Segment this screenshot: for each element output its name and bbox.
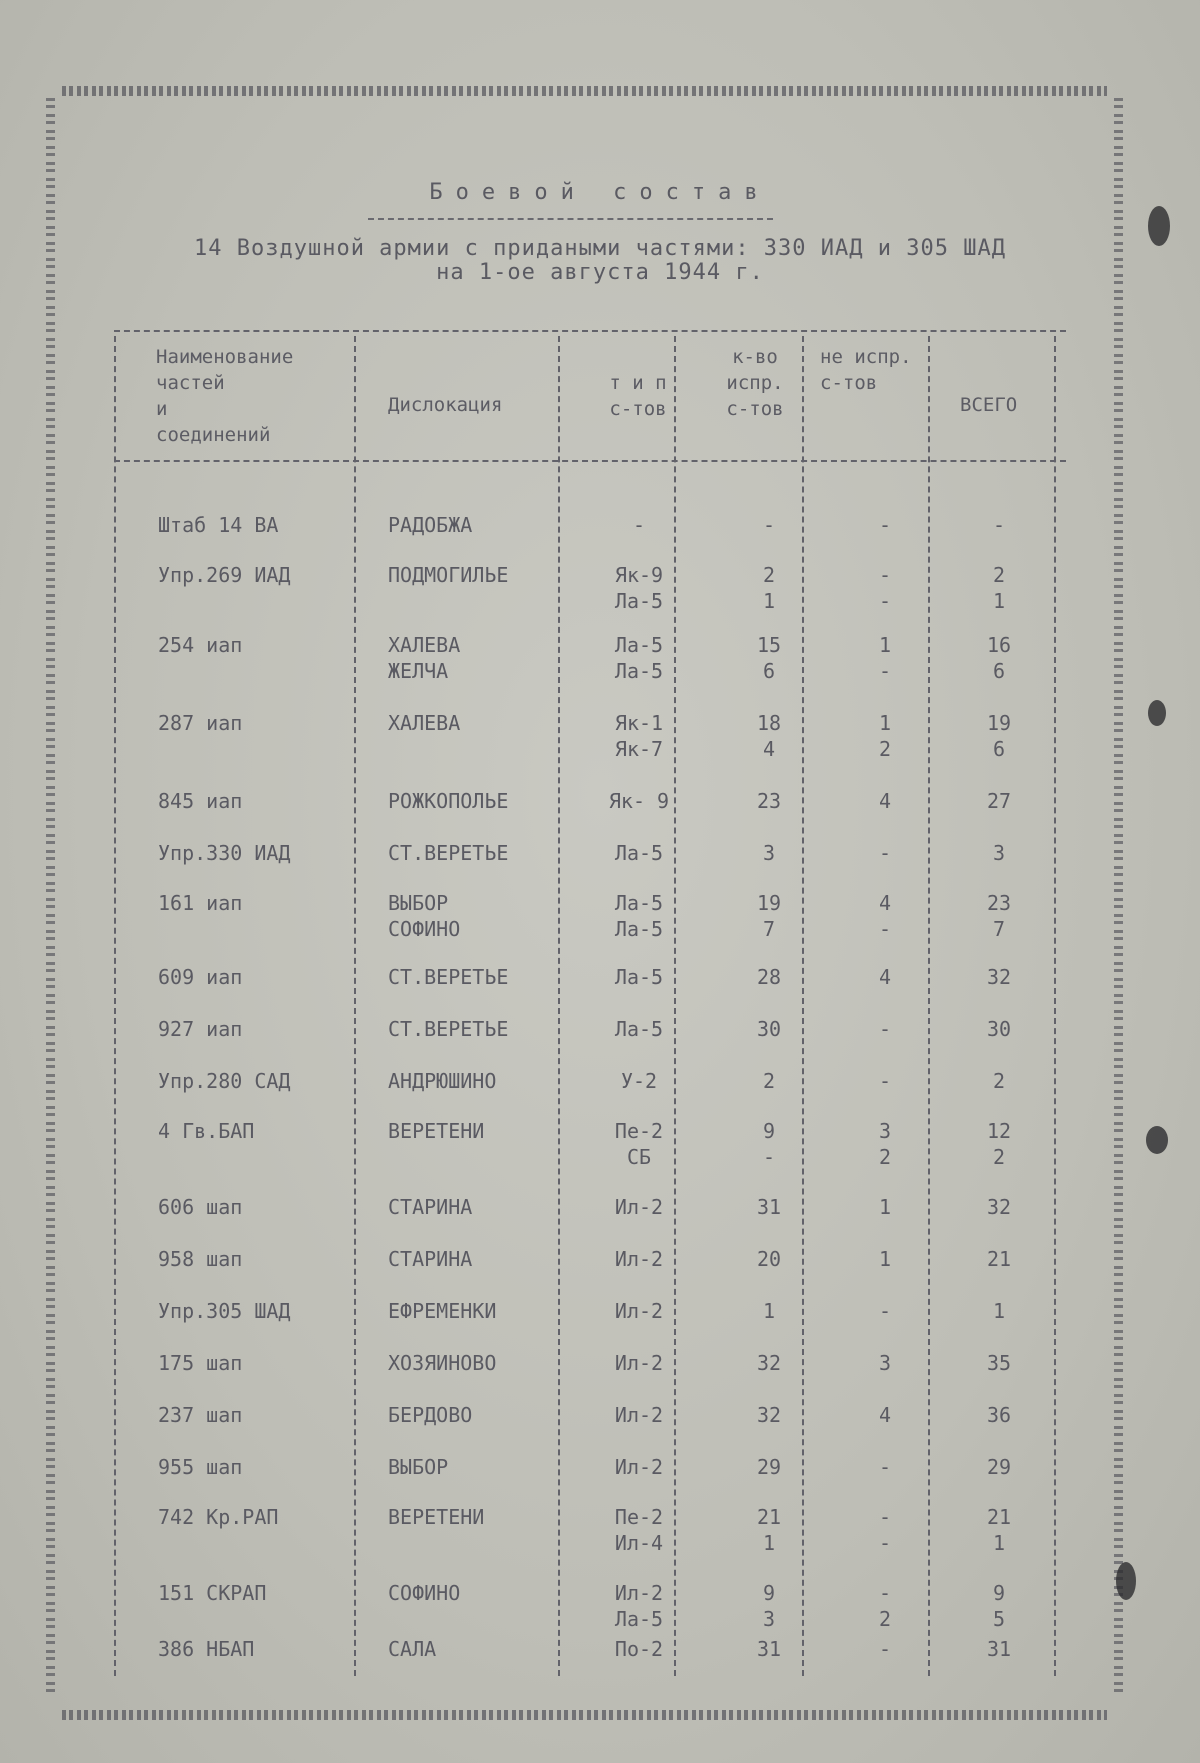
unserviceable-count-cell (830, 710, 940, 762)
location-cell (388, 632, 460, 684)
unit-cell-line: 609 иап (158, 965, 243, 989)
location-cell (388, 1068, 496, 1094)
location-cell-line: СТ.ВЕРЕТЬЕ (388, 841, 509, 865)
unit-cell (158, 1504, 278, 1530)
serviceable-count-cell-line: 7 (762, 917, 776, 941)
aircraft-type-cell (584, 1504, 694, 1556)
unit-cell (158, 1402, 242, 1428)
unserviceable-count-cell (830, 890, 940, 942)
unserviceable-count-cell (830, 1402, 940, 1428)
aircraft-type-cell-line: Пе-2 (614, 1119, 664, 1143)
location-cell (388, 1504, 484, 1530)
location-cell (388, 1454, 448, 1480)
serviceable-count-cell-line: 32 (756, 1403, 782, 1427)
total-count-cell (944, 1194, 1054, 1220)
unit-cell-line: 151 СКРАП (158, 1581, 267, 1605)
serviceable-count-cell (714, 1402, 824, 1428)
location-cell-line: СОФИНО (388, 917, 461, 941)
serviceable-count-cell-line: 9 (762, 1581, 776, 1605)
unserviceable-count-cell (830, 1636, 940, 1662)
document-date: на 1-ое августа 1944 г. (436, 260, 764, 285)
unit-cell-line: 4 Гв.БАП (158, 1119, 255, 1143)
unit-cell-line: 958 шап (158, 1247, 243, 1271)
total-count-cell (944, 1504, 1054, 1556)
serviceable-count-cell (714, 1194, 824, 1220)
location-cell-line: АНДРЮШИНО (388, 1069, 497, 1093)
aircraft-type-cell (584, 890, 694, 942)
location-cell-line: ЖЕЛЧА (388, 659, 449, 683)
total-count-cell (944, 1580, 1054, 1632)
location-cell-line: РАДОБЖА (388, 513, 473, 537)
total-count-cell-line: 21 (986, 1505, 1012, 1529)
location-cell (388, 840, 508, 866)
aircraft-type-cell-line: Ил-2 (614, 1351, 664, 1375)
serviceable-count-cell (714, 1016, 824, 1042)
unit-cell (158, 710, 242, 736)
aircraft-type-cell-line: Ил-4 (614, 1531, 664, 1555)
unserviceable-count-cell (830, 1068, 940, 1094)
serviceable-count-cell (714, 1580, 824, 1632)
total-count-cell-line: 30 (986, 1017, 1012, 1041)
unit-cell-line: 927 иап (158, 1017, 243, 1041)
location-cell (388, 1118, 484, 1144)
unit-cell-line: Упр.280 САД (158, 1069, 291, 1093)
serviceable-count-cell (714, 632, 824, 684)
aircraft-type-cell-line: Як-7 (614, 737, 664, 761)
unserviceable-count-cell-line: - (878, 1531, 892, 1555)
unserviceable-count-cell-line: - (878, 1017, 892, 1041)
document-title: Боевой состав (429, 180, 771, 205)
decorative-border-left (46, 98, 55, 1698)
aircraft-type-cell-line: Ил-2 (614, 1581, 664, 1605)
location-cell-line: СОФИНО (388, 1581, 461, 1605)
total-count-cell-line: 32 (986, 965, 1012, 989)
ink-stain (1148, 700, 1166, 726)
aircraft-type-cell (584, 1246, 694, 1272)
aircraft-type-cell-line: Ил-2 (614, 1195, 664, 1219)
serviceable-count-cell-line: 31 (756, 1195, 782, 1219)
unserviceable-count-cell-line: - (878, 1637, 892, 1661)
unserviceable-count-cell (830, 562, 940, 614)
unit-cell (158, 964, 242, 990)
unserviceable-count-cell (830, 1298, 940, 1324)
aircraft-type-cell-line: У-2 (620, 1069, 658, 1093)
unserviceable-count-cell (830, 1118, 940, 1170)
serviceable-count-cell (714, 512, 824, 538)
unit-cell (158, 1636, 254, 1662)
location-cell (388, 512, 472, 538)
serviceable-count-cell-line: 23 (756, 789, 782, 813)
header-serviceable: к-во испр. с-тов (726, 346, 784, 420)
aircraft-type-cell-line: Пе-2 (614, 1505, 664, 1529)
total-count-cell (944, 964, 1054, 990)
unserviceable-count-cell (830, 1194, 940, 1220)
unit-cell (158, 1118, 254, 1144)
ink-stain (1116, 1562, 1136, 1600)
unit-cell-line: 742 Кр.РАП (158, 1505, 279, 1529)
aircraft-type-cell (584, 1298, 694, 1324)
serviceable-count-cell (714, 1118, 824, 1170)
unit-cell-line: 845 иап (158, 789, 243, 813)
total-count-cell-line: 2 (992, 1145, 1006, 1169)
location-cell-line: БЕРДОВО (388, 1403, 473, 1427)
total-count-cell (944, 1068, 1054, 1094)
total-count-cell (944, 840, 1054, 866)
decorative-border-top (62, 86, 1107, 96)
serviceable-count-cell-line: 18 (756, 711, 782, 735)
aircraft-type-cell-line: Ил-2 (614, 1455, 664, 1479)
unserviceable-count-cell-line: - (878, 1455, 892, 1479)
aircraft-type-cell (584, 1580, 694, 1632)
location-cell-line: ХОЗЯИНОВО (388, 1351, 497, 1375)
location-cell (388, 562, 508, 588)
serviceable-count-cell-line: - (762, 1145, 776, 1169)
serviceable-count-cell (714, 1636, 824, 1662)
location-cell-line: ПОДМОГИЛЬЕ (388, 563, 509, 587)
serviceable-count-cell (714, 1454, 824, 1480)
ink-stain (1146, 1126, 1168, 1154)
column-divider (558, 336, 560, 1676)
location-cell (388, 1402, 472, 1428)
aircraft-type-cell-line: Як- 9 (608, 789, 670, 813)
unit-cell-line: 287 иап (158, 711, 243, 735)
total-count-cell-line: - (992, 513, 1006, 537)
aircraft-type-cell-line: - (632, 513, 646, 537)
unit-cell (158, 890, 242, 916)
serviceable-count-cell-line: - (762, 513, 776, 537)
aircraft-type-cell-line: Як-9 (614, 563, 664, 587)
title-underline (368, 218, 773, 220)
serviceable-count-cell-line: 1 (762, 589, 776, 613)
serviceable-count-cell (714, 840, 824, 866)
aircraft-type-cell (584, 1068, 694, 1094)
combat-strength-table (114, 330, 1066, 1680)
total-count-cell-line: 5 (992, 1607, 1006, 1631)
location-cell (388, 1298, 496, 1324)
aircraft-type-cell (584, 632, 694, 684)
location-cell (388, 1194, 472, 1220)
serviceable-count-cell-line: 4 (762, 737, 776, 761)
total-count-cell-line: 32 (986, 1195, 1012, 1219)
location-cell-line: РОЖКОПОЛЬЕ (388, 789, 509, 813)
aircraft-type-cell-line: Ла-5 (614, 1017, 664, 1041)
aircraft-type-cell-line: Ла-5 (614, 965, 664, 989)
total-count-cell-line: 27 (986, 789, 1012, 813)
total-count-cell-line: 19 (986, 711, 1012, 735)
unit-cell (158, 562, 290, 588)
unserviceable-count-cell (830, 632, 940, 684)
unserviceable-count-cell (830, 964, 940, 990)
decorative-border-bottom (62, 1710, 1107, 1720)
serviceable-count-cell (714, 710, 824, 762)
serviceable-count-cell-line: 6 (762, 659, 776, 683)
serviceable-count-cell (714, 788, 824, 814)
unserviceable-count-cell-line: - (878, 513, 892, 537)
unserviceable-count-cell (830, 1454, 940, 1480)
serviceable-count-cell-line: 28 (756, 965, 782, 989)
unserviceable-count-cell-line: 1 (878, 1247, 892, 1271)
serviceable-count-cell-line: 9 (762, 1119, 776, 1143)
serviceable-count-cell (714, 1246, 824, 1272)
serviceable-count-cell (714, 562, 824, 614)
unserviceable-count-cell-line: - (878, 563, 892, 587)
total-count-cell-line: 3 (992, 841, 1006, 865)
aircraft-type-cell (584, 512, 694, 538)
aircraft-type-cell (584, 1350, 694, 1376)
location-cell (388, 890, 460, 942)
total-count-cell (944, 512, 1054, 538)
unserviceable-count-cell-line: 4 (878, 891, 892, 915)
unserviceable-count-cell-line: 1 (878, 711, 892, 735)
unit-cell (158, 1298, 290, 1324)
unserviceable-count-cell-line: 2 (878, 737, 892, 761)
total-count-cell-line: 9 (992, 1581, 1006, 1605)
total-count-cell-line: 36 (986, 1403, 1012, 1427)
aircraft-type-cell (584, 964, 694, 990)
serviceable-count-cell (714, 1350, 824, 1376)
aircraft-type-cell (584, 1016, 694, 1042)
decorative-border-right (1114, 98, 1123, 1698)
aircraft-type-cell (584, 1636, 694, 1662)
total-count-cell-line: 2 (992, 563, 1006, 587)
unit-cell (158, 1454, 242, 1480)
serviceable-count-cell (714, 890, 824, 942)
total-count-cell (944, 1298, 1054, 1324)
total-count-cell-line: 12 (986, 1119, 1012, 1143)
unit-cell-line: Упр.330 ИАД (158, 841, 291, 865)
unit-cell (158, 512, 278, 538)
serviceable-count-cell (714, 1298, 824, 1324)
total-count-cell-line: 23 (986, 891, 1012, 915)
location-cell (388, 1016, 508, 1042)
location-cell-line: ВЫБОР (388, 1455, 449, 1479)
location-cell-line: ХАЛЕВА (388, 711, 461, 735)
serviceable-count-cell-line: 30 (756, 1017, 782, 1041)
unserviceable-count-cell (830, 1504, 940, 1556)
total-count-cell (944, 562, 1054, 614)
aircraft-type-cell (584, 710, 694, 762)
unit-cell-line: Штаб 14 ВА (158, 513, 279, 537)
total-count-cell-line: 1 (992, 589, 1006, 613)
total-count-cell-line: 29 (986, 1455, 1012, 1479)
location-cell-line: СТ.ВЕРЕТЬЕ (388, 1017, 509, 1041)
location-cell (388, 710, 460, 736)
aircraft-type-cell-line: СБ (626, 1145, 652, 1169)
aircraft-type-cell-line: Ил-2 (614, 1247, 664, 1271)
unserviceable-count-cell-line: 4 (878, 1403, 892, 1427)
aircraft-type-cell (584, 1194, 694, 1220)
serviceable-count-cell-line: 19 (756, 891, 782, 915)
unserviceable-count-cell-line: 3 (878, 1119, 892, 1143)
column-divider (354, 336, 356, 1676)
serviceable-count-cell-line: 21 (756, 1505, 782, 1529)
header-unserviceable: не испр. с-тов (820, 346, 912, 394)
unit-cell-line: 237 шап (158, 1403, 243, 1427)
unserviceable-count-cell-line: - (878, 659, 892, 683)
total-count-cell (944, 1246, 1054, 1272)
unit-cell-line: Упр.269 ИАД (158, 563, 291, 587)
serviceable-count-cell (714, 1504, 824, 1556)
unit-cell-line: Упр.305 ШАД (158, 1299, 291, 1323)
aircraft-type-cell (584, 840, 694, 866)
unserviceable-count-cell (830, 840, 940, 866)
total-count-cell (944, 632, 1054, 684)
location-cell-line: ЕФРЕМЕНКИ (388, 1299, 497, 1323)
total-count-cell (944, 710, 1054, 762)
table-header-rule (114, 460, 1066, 462)
aircraft-type-cell-line: Ла-5 (614, 891, 664, 915)
serviceable-count-cell-line: 31 (756, 1637, 782, 1661)
aircraft-type-cell-line: Ил-2 (614, 1299, 664, 1323)
header-total: ВСЕГО (960, 394, 1018, 416)
unserviceable-count-cell-line: - (878, 1581, 892, 1605)
aircraft-type-cell-line: Ла-5 (614, 659, 664, 683)
aircraft-type-cell (584, 1118, 694, 1170)
column-divider (114, 336, 116, 1676)
aircraft-type-cell (584, 1454, 694, 1480)
unit-cell (158, 1246, 242, 1272)
unit-cell-line: 955 шап (158, 1455, 243, 1479)
total-count-cell-line: 7 (992, 917, 1006, 941)
total-count-cell-line: 6 (992, 659, 1006, 683)
unserviceable-count-cell (830, 1580, 940, 1632)
location-cell-line: ХАЛЕВА (388, 633, 461, 657)
total-count-cell-line: 16 (986, 633, 1012, 657)
unit-cell-line: 606 шап (158, 1195, 243, 1219)
aircraft-type-cell-line: Як-1 (614, 711, 664, 735)
serviceable-count-cell-line: 2 (762, 1069, 776, 1093)
unserviceable-count-cell-line: - (878, 1069, 892, 1093)
serviceable-count-cell-line: 32 (756, 1351, 782, 1375)
total-count-cell-line: 1 (992, 1531, 1006, 1555)
unit-cell (158, 1350, 242, 1376)
unserviceable-count-cell (830, 1246, 940, 1272)
total-count-cell (944, 1016, 1054, 1042)
serviceable-count-cell-line: 15 (756, 633, 782, 657)
aircraft-type-cell-line: Ла-5 (614, 633, 664, 657)
total-count-cell (944, 1118, 1054, 1170)
unserviceable-count-cell-line: 1 (878, 1195, 892, 1219)
location-cell-line: СТАРИНА (388, 1247, 473, 1271)
unserviceable-count-cell-line: 1 (878, 633, 892, 657)
header-unit: Наименование частей и соединений (156, 346, 294, 446)
document-subtitle: 14 Воздушной армии с придаными частями: 330 ИАД и 305 ШАД (194, 236, 1006, 261)
unit-cell (158, 840, 290, 866)
unserviceable-count-cell-line: 4 (878, 789, 892, 813)
unserviceable-count-cell-line: 2 (878, 1607, 892, 1631)
location-cell-line: СТ.ВЕРЕТЬЕ (388, 965, 509, 989)
unserviceable-count-cell-line: - (878, 1299, 892, 1323)
location-cell-line: ВЫБОР (388, 891, 449, 915)
serviceable-count-cell-line: 3 (762, 1607, 776, 1631)
column-divider (1054, 336, 1056, 1676)
serviceable-count-cell (714, 964, 824, 990)
unserviceable-count-cell (830, 1350, 940, 1376)
aircraft-type-cell-line: Ла-5 (614, 589, 664, 613)
serviceable-count-cell-line: 3 (762, 841, 776, 865)
unit-cell-line: 386 НБАП (158, 1637, 255, 1661)
location-cell (388, 788, 508, 814)
aircraft-type-cell-line: Ил-2 (614, 1403, 664, 1427)
total-count-cell (944, 890, 1054, 942)
unserviceable-count-cell-line: - (878, 917, 892, 941)
total-count-cell (944, 1636, 1054, 1662)
unit-cell (158, 1016, 242, 1042)
unserviceable-count-cell (830, 512, 940, 538)
aircraft-type-cell (584, 1402, 694, 1428)
unserviceable-count-cell-line: - (878, 841, 892, 865)
serviceable-count-cell-line: 1 (762, 1531, 776, 1555)
location-cell-line: САЛА (388, 1637, 437, 1661)
unit-cell-line: 254 иап (158, 633, 243, 657)
serviceable-count-cell-line: 2 (762, 563, 776, 587)
total-count-cell (944, 1402, 1054, 1428)
unit-cell-line: 175 шап (158, 1351, 243, 1375)
serviceable-count-cell-line: 20 (756, 1247, 782, 1271)
unit-cell (158, 1580, 266, 1606)
aircraft-type-cell (584, 788, 694, 814)
location-cell (388, 1636, 436, 1662)
location-cell (388, 1246, 472, 1272)
total-count-cell-line: 6 (992, 737, 1006, 761)
total-count-cell (944, 1350, 1054, 1376)
total-count-cell (944, 1454, 1054, 1480)
total-count-cell-line: 1 (992, 1299, 1006, 1323)
serviceable-count-cell (714, 1068, 824, 1094)
unit-cell (158, 788, 242, 814)
total-count-cell-line: 31 (986, 1637, 1012, 1661)
header-location: Дислокация (388, 394, 503, 416)
serviceable-count-cell-line: 1 (762, 1299, 776, 1323)
unserviceable-count-cell-line: - (878, 1505, 892, 1529)
location-cell (388, 964, 508, 990)
location-cell-line: СТАРИНА (388, 1195, 473, 1219)
total-count-cell-line: 21 (986, 1247, 1012, 1271)
unit-cell (158, 632, 242, 658)
unit-cell-line: 161 иап (158, 891, 243, 915)
unserviceable-count-cell-line: 2 (878, 1145, 892, 1169)
total-count-cell-line: 2 (992, 1069, 1006, 1093)
location-cell-line: ВЕРЕТЕНИ (388, 1505, 485, 1529)
unserviceable-count-cell-line: 4 (878, 965, 892, 989)
location-cell (388, 1350, 496, 1376)
aircraft-type-cell-line: По-2 (614, 1637, 664, 1661)
total-count-cell (944, 788, 1054, 814)
unserviceable-count-cell-line: - (878, 589, 892, 613)
header-type: т и п с-тов (609, 372, 667, 420)
unserviceable-count-cell (830, 1016, 940, 1042)
total-count-cell-line: 35 (986, 1351, 1012, 1375)
location-cell-line: ВЕРЕТЕНИ (388, 1119, 485, 1143)
unit-cell (158, 1068, 290, 1094)
unit-cell (158, 1194, 242, 1220)
aircraft-type-cell-line: Ла-5 (614, 917, 664, 941)
table-top-rule (114, 330, 1066, 332)
serviceable-count-cell-line: 29 (756, 1455, 782, 1479)
aircraft-type-cell-line: Ла-5 (614, 1607, 664, 1631)
aircraft-type-cell-line: Ла-5 (614, 841, 664, 865)
aircraft-type-cell (584, 562, 694, 614)
unserviceable-count-cell (830, 788, 940, 814)
location-cell (388, 1580, 460, 1606)
unserviceable-count-cell-line: 3 (878, 1351, 892, 1375)
